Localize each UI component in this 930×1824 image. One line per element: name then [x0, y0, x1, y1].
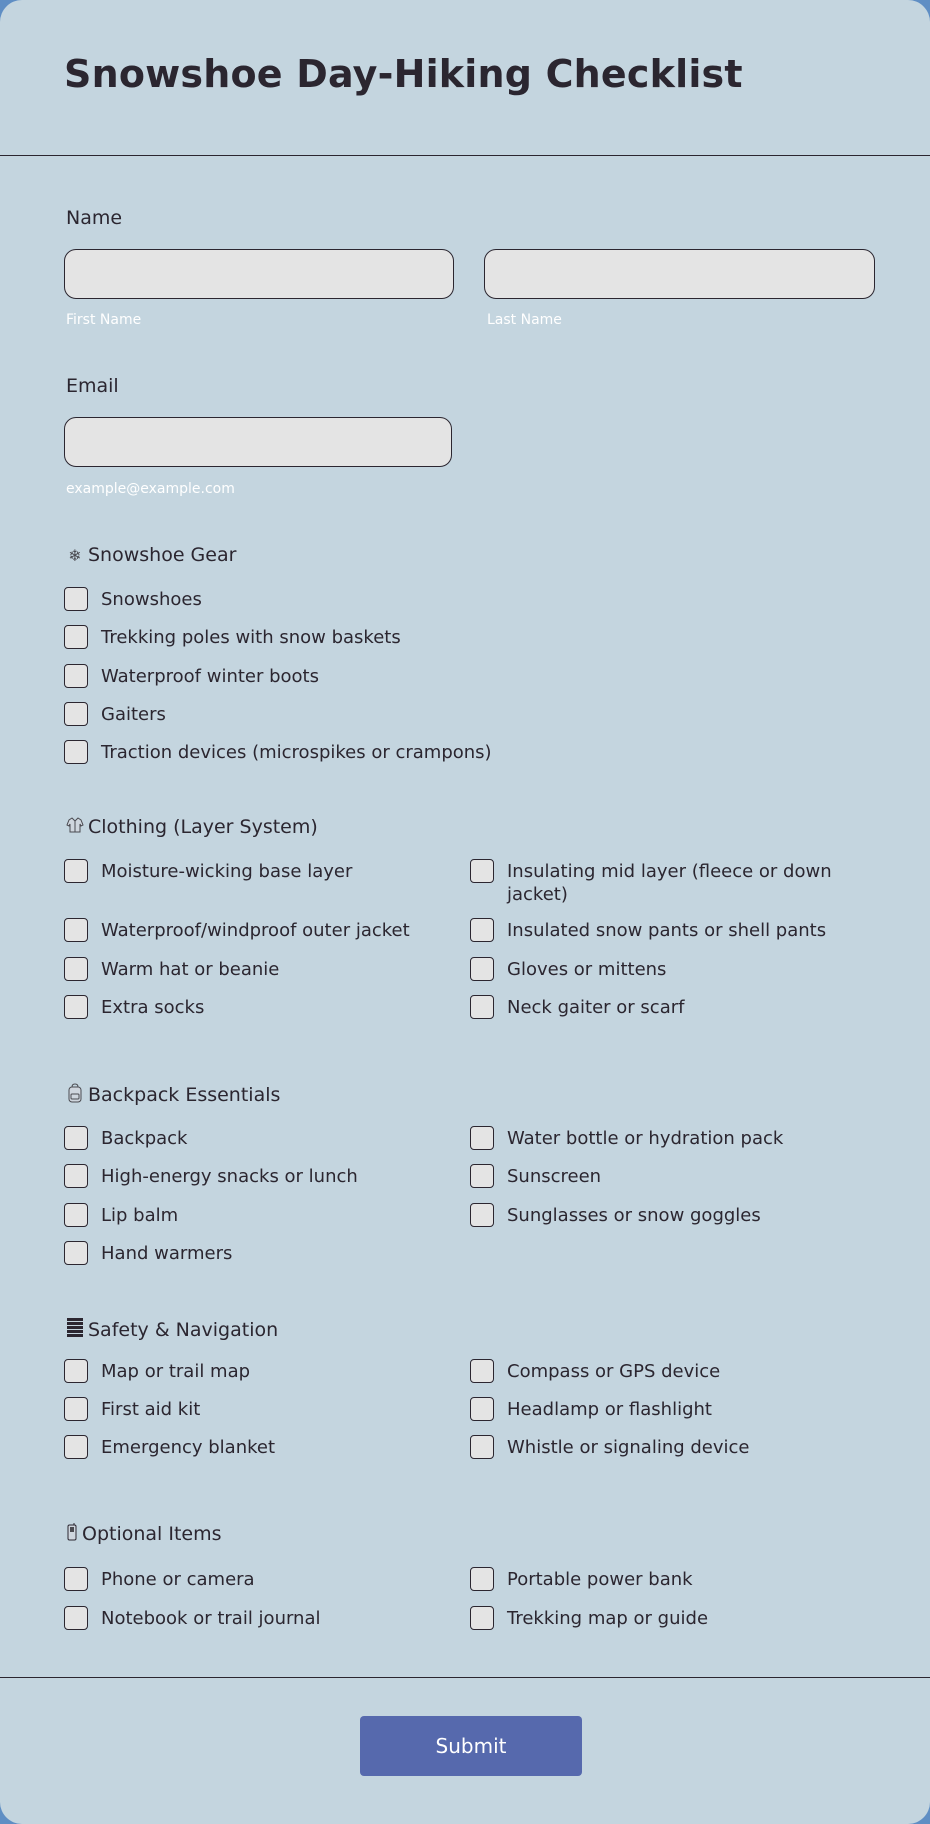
email-input[interactable] [64, 417, 452, 467]
snowflake-icon: ❄ [68, 545, 82, 565]
checkbox[interactable] [64, 1126, 88, 1150]
checklist-item[interactable]: Neck gaiter or scarf [470, 996, 837, 1019]
checklist-item[interactable]: Sunglasses or snow goggles [470, 1204, 837, 1227]
backpack-icon [66, 1083, 84, 1107]
checkbox[interactable] [64, 587, 88, 611]
checklist-item[interactable]: Warm hat or beanie [64, 958, 431, 981]
checklist-item[interactable]: Insulated snow pants or shell pants [470, 919, 867, 942]
phone-icon [66, 1523, 78, 1545]
last-name-sublabel: Last Name [487, 312, 562, 328]
checkbox[interactable] [64, 859, 88, 883]
last-name-input[interactable] [484, 249, 875, 299]
checklist-item[interactable]: Snowshoes [64, 588, 701, 611]
checkbox[interactable] [470, 1203, 494, 1227]
checkbox[interactable] [64, 740, 88, 764]
checklist-item[interactable]: Portable power bank [470, 1568, 837, 1591]
checkbox[interactable] [470, 1359, 494, 1383]
map-icon [66, 1317, 84, 1343]
submit-button[interactable]: Submit [360, 1716, 582, 1776]
checkbox[interactable] [64, 957, 88, 981]
section-title-safety: Safety & Navigation [66, 1317, 278, 1343]
checklist-item[interactable]: First aid kit [64, 1398, 431, 1421]
checkbox[interactable] [64, 1606, 88, 1630]
first-name-input[interactable] [64, 249, 454, 299]
section-title-optional: Optional Items [66, 1523, 222, 1545]
checklist-item[interactable]: Headlamp or flashlight [470, 1398, 837, 1421]
checklist-item[interactable]: Whistle or signaling device [470, 1436, 837, 1459]
checkbox[interactable] [470, 918, 494, 942]
section-title-snowshoe-gear: ❄ Snowshoe Gear [66, 544, 236, 566]
checkbox[interactable] [64, 1567, 88, 1591]
email-label: Email [66, 375, 119, 397]
section-title-backpack: Backpack Essentials [66, 1083, 280, 1107]
checklist-item[interactable]: Backpack [64, 1127, 431, 1150]
checkbox[interactable] [470, 1397, 494, 1421]
page-title: Snowshoe Day-Hiking Checklist [64, 52, 743, 96]
checkbox[interactable] [64, 1359, 88, 1383]
checkbox[interactable] [64, 1397, 88, 1421]
checklist-item[interactable]: Trekking poles with snow baskets [64, 626, 701, 649]
checklist-item[interactable]: Extra socks [64, 996, 431, 1019]
form-header [0, 0, 930, 156]
checkbox[interactable] [64, 1164, 88, 1188]
checkbox[interactable] [64, 1435, 88, 1459]
checkbox[interactable] [64, 702, 88, 726]
checklist-item[interactable]: High-energy snacks or lunch [64, 1165, 431, 1188]
checklist-item[interactable]: Gaiters [64, 703, 701, 726]
section-title-clothing: Clothing (Layer System) [66, 816, 318, 838]
checkbox[interactable] [470, 1164, 494, 1188]
checkbox[interactable] [470, 1606, 494, 1630]
checklist-item[interactable]: Compass or GPS device [470, 1360, 837, 1383]
checklist-item[interactable]: Moisture-wicking base layer [64, 860, 431, 883]
checkbox[interactable] [64, 995, 88, 1019]
name-label: Name [66, 207, 123, 229]
first-name-sublabel: First Name [66, 312, 142, 328]
checklist-item[interactable]: Traction devices (microspikes or crampons) [64, 741, 701, 764]
checkbox[interactable] [64, 625, 88, 649]
checklist-item[interactable]: Map or trail map [64, 1360, 431, 1383]
checkbox[interactable] [470, 1435, 494, 1459]
jacket-icon [66, 816, 84, 838]
checkbox[interactable] [64, 664, 88, 688]
checklist-item[interactable]: Waterproof/windproof outer jacket [64, 919, 431, 942]
checkbox[interactable] [64, 918, 88, 942]
checkbox[interactable] [64, 1241, 88, 1265]
checkbox[interactable] [470, 995, 494, 1019]
checkbox[interactable] [64, 1203, 88, 1227]
checklist-item[interactable]: Sunscreen [470, 1165, 837, 1188]
checkbox[interactable] [470, 957, 494, 981]
checklist-item[interactable]: Water bottle or hydration pack [470, 1127, 837, 1150]
checkbox[interactable] [470, 1567, 494, 1591]
checklist-item[interactable]: Gloves or mittens [470, 958, 837, 981]
checklist-item[interactable]: Waterproof winter boots [64, 665, 701, 688]
checklist-item[interactable]: Notebook or trail journal [64, 1607, 431, 1630]
footer-divider [0, 1677, 930, 1678]
checklist-item[interactable]: Lip balm [64, 1204, 431, 1227]
checklist-item[interactable]: Hand warmers [64, 1242, 431, 1265]
checklist-item[interactable]: Emergency blanket [64, 1436, 431, 1459]
email-sublabel: example@example.com [66, 481, 235, 497]
checkbox[interactable] [470, 1126, 494, 1150]
checkbox[interactable] [470, 859, 494, 883]
checklist-item[interactable]: Phone or camera [64, 1568, 431, 1591]
checklist-item[interactable]: Insulating mid layer (fleece or down jacket) [470, 860, 837, 906]
checklist-item[interactable]: Trekking map or guide [470, 1607, 837, 1630]
